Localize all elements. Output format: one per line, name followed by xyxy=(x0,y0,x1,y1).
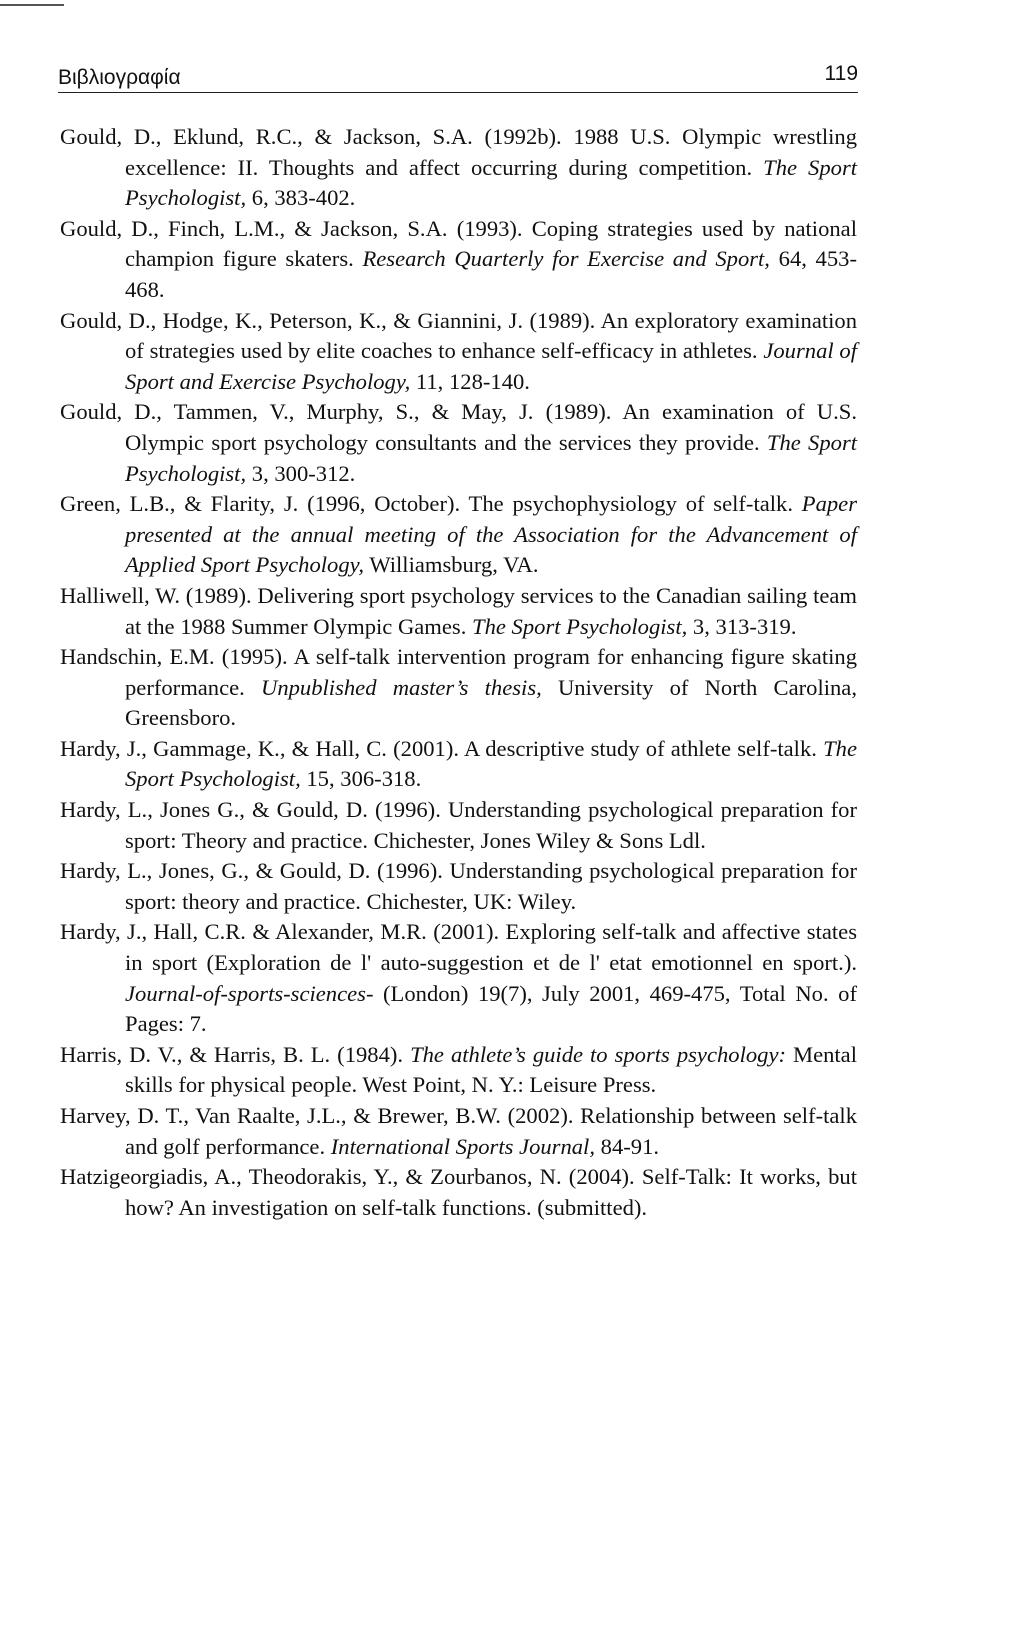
reference-text: Hardy, J., Hall, C.R. & Alexander, M.R. (2001). Exploring self-talk and affective states in sport (Exploration de l' auto-suggestion et de l' etat emotionnel en sport.). xyxy=(60,919,857,976)
reference-text: Hardy, L., Jones G., & Gould, D. (1996). Understanding psychological preparation for sport: Theory and practice. Chichester, Jones Wiley & Sons Ldl. xyxy=(60,797,857,853)
reference-entry xyxy=(60,642,857,734)
reference-source-title: The Sport Psychologist, xyxy=(125,154,858,211)
reference-text: Hardy, L., Jones, G., & Gould, D. (1996). Understanding psychological preparation for sport: theory and practice. Chichester, UK: Wiley. xyxy=(60,858,857,914)
reference-text: 3, 300-312. xyxy=(246,460,356,486)
reference-source-title: Unpublished master’s thesis, xyxy=(261,674,542,700)
reference-source-title: The Sport Psychologist, xyxy=(125,735,857,792)
reference-text: 6, 383-402. xyxy=(246,185,356,211)
reference-entry xyxy=(60,214,857,306)
reference-list xyxy=(60,122,857,1223)
reference-text: Gould, D., Eklund, R.C., & Jackson, S.A. (1992b). 1988 U.S. Olympic wrestling excellence: II. Thoughts and affect occurring during competition. xyxy=(60,124,857,180)
reference-text: Hardy, J., Gammage, K., & Hall, C. (2001). A descriptive study of athlete self-talk. xyxy=(60,735,824,761)
reference-text: Mental skills for physical people. West Point, N. Y.: Leisure Press. xyxy=(125,1041,857,1098)
reference-text: Halliwell, W. (1989). Delivering sport psychology services to the Canadian sailing team at the 1988 Summer Olympic Games. xyxy=(60,582,857,639)
reference-source-title: Journal-of-sports-sciences- xyxy=(125,980,374,1006)
reference-source-title: The athlete’s guide to sports psychology: xyxy=(410,1041,786,1067)
reference-text: Gould, D., Tammen, V., Murphy, S., & May, J. (1989). An examination of U.S. Olympic sport psychology consultants and the services they provide. xyxy=(60,399,857,455)
reference-text: Williamsburg, VA. xyxy=(364,552,539,578)
top-edge-rule xyxy=(0,4,64,6)
reference-entry xyxy=(60,1040,857,1101)
reference-entry xyxy=(60,1101,857,1162)
reference-text: 84-91. xyxy=(595,1133,660,1159)
reference-source-title: Paper presented at the annual meeting of the Association for the Advancement of Applied Sport Psychology, xyxy=(125,491,857,578)
reference-text: University of North Carolina, Greensboro. xyxy=(125,674,857,731)
reference-text: (London) 19(7), July 2001, 469-475, Total No. of Pages: 7. xyxy=(125,980,857,1037)
reference-entry xyxy=(60,1162,857,1223)
reference-text: Gould, D., Finch, L.M., & Jackson, S.A. (1993). Coping strategies used by national champion figure skaters. xyxy=(60,215,857,272)
reference-source-title: The Sport Psychologist, xyxy=(125,429,858,486)
reference-entry xyxy=(60,306,857,398)
header-title: Βιβλιογραφία xyxy=(58,66,181,89)
reference-entry xyxy=(60,795,857,856)
reference-source-title: The Sport Psychologist, xyxy=(472,613,688,639)
reference-text: Harvey, D. T., Van Raalte, J.L., & Brewer, B.W. (2002). Relationship between self-talk and golf performance. xyxy=(60,1103,857,1159)
reference-source-title: Journal of Sport and Exercise Psychology, xyxy=(125,338,857,394)
reference-text: Harris, D. V., & Harris, B. L. (1984). xyxy=(60,1041,411,1067)
reference-entry xyxy=(60,581,857,642)
page-number: 119 xyxy=(824,62,858,85)
reference-source-title: International Sports Journal, xyxy=(330,1133,595,1159)
reference-text: Green, L.B., & Flarity, J. (1996, October). The psychophysiology of self-talk. xyxy=(60,491,802,517)
reference-entry xyxy=(60,489,857,581)
reference-text: 15, 306-318. xyxy=(300,766,422,792)
running-header xyxy=(58,56,858,93)
reference-entry xyxy=(60,917,857,1039)
reference-entry xyxy=(60,397,857,489)
reference-entry xyxy=(60,856,857,917)
reference-text: 11, 128-140. xyxy=(410,368,530,394)
reference-text: 3, 313-319. xyxy=(687,613,797,639)
reference-text: Gould, D., Hodge, K., Peterson, K., & Giannini, J. (1989). An exploratory examination of strategies used by elite coaches to enhance self-efficacy in athletes. xyxy=(60,307,857,364)
reference-text: Hatzigeorgiadis, A., Theodorakis, Y., & Zourbanos, N. (2004). Self-Talk: It works, but how? An investigation on self-talk functions. (submitted). xyxy=(60,1164,857,1220)
reference-text: 64, 453-468. xyxy=(125,246,857,302)
reference-text: Handschin, E.M. (1995). A self-talk intervention program for enhancing figure skating performance. xyxy=(60,644,857,700)
reference-entry xyxy=(60,734,857,795)
reference-source-title: Research Quarterly for Exercise and Sport, xyxy=(362,246,770,272)
reference-entry xyxy=(60,122,857,214)
